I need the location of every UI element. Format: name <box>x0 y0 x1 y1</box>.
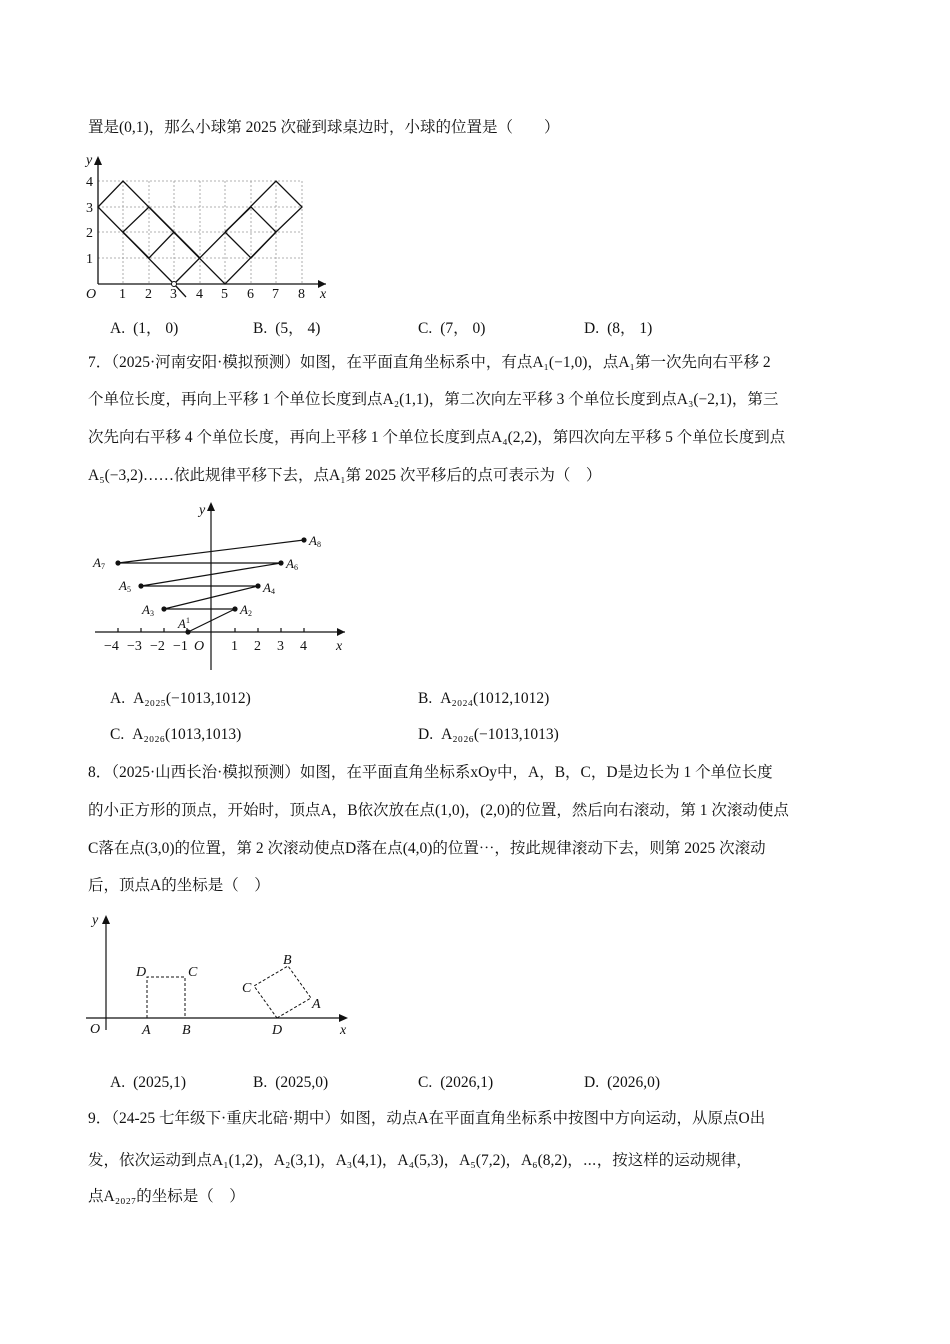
svg-text:B: B <box>182 1023 191 1038</box>
q7-option-d[interactable]: D. A₂₀₂₆(−1013,1013) <box>418 726 559 743</box>
svg-text:6: 6 <box>247 287 254 302</box>
q7-option-a[interactable]: A. A₂₀₂₅(−1013,1012) <box>110 690 251 707</box>
svg-text:−1: −1 <box>173 639 188 654</box>
q7-line-1: 7．（2025·河南安阳·模拟预测）如图，在平面直角坐标系中，有点A₁(−1,0)，点A₁第一次先向右平移 2 <box>88 354 771 371</box>
svg-text:4: 4 <box>86 175 93 190</box>
svg-text:3: 3 <box>170 287 177 302</box>
q7-option-b[interactable]: B. A₂₀₂₄(1012,1012) <box>418 690 550 707</box>
q7-line-4: A₅(−3,2)……依此规律平移下去，点A₁第 2025 次平移后的点可表示为（ ） <box>88 467 602 484</box>
svg-text:2: 2 <box>86 226 93 241</box>
q8-option-c[interactable]: C. (2026,1) <box>418 1074 494 1091</box>
q8-line-1: 8．（2025·山西长治·模拟预测）如图，在平面直角坐标系xOy中，A，B，C，D是边长为 1 个单位长度 <box>88 764 773 781</box>
svg-text:1: 1 <box>231 639 238 654</box>
q6-figure <box>86 152 336 302</box>
q8-option-b[interactable]: B. (2025,0) <box>253 1074 329 1091</box>
q6-option-d[interactable]: D. (8， 1) <box>584 320 653 337</box>
q8-figure <box>84 910 359 1038</box>
svg-text:3: 3 <box>277 639 284 654</box>
svg-text:x: x <box>320 287 327 302</box>
svg-text:−3: −3 <box>127 639 142 654</box>
svg-text:C: C <box>188 965 198 980</box>
q6-option-a[interactable]: A. (1， 0) <box>110 320 179 337</box>
svg-text:O: O <box>90 1022 101 1037</box>
q9-line-3: 点A₂₀₂₇的坐标是（ ） <box>88 1188 245 1205</box>
svg-text:5: 5 <box>221 287 228 302</box>
q6-stem: 置是(0,1)，那么小球第 2025 次碰到球桌边时，小球的位置是（ ） <box>88 119 560 136</box>
svg-text:A3: A3 <box>142 602 154 618</box>
svg-text:A5: A5 <box>119 578 131 594</box>
svg-text:A1: $A^1$ <box>178 616 190 631</box>
svg-text:x: x <box>340 1023 347 1038</box>
svg-text:O: O <box>86 287 97 302</box>
q9-line-2: 发，依次运动到点A₁(1,2)，A₂(3,1)，A₃(4,1)，A₄(5,3)，A₅(7,2)，A₆(8,2)，⋯，按这样的运动规律， <box>88 1152 752 1169</box>
svg-text:B: B <box>283 953 292 968</box>
svg-text:D: D <box>272 1023 283 1038</box>
svg-text:1: 1 <box>86 252 93 267</box>
svg-text:x: x <box>336 639 343 654</box>
svg-text:7: 7 <box>272 287 279 302</box>
svg-text:A4: A4 <box>263 580 275 596</box>
svg-text:−4: −4 <box>104 639 119 654</box>
svg-text:y: y <box>199 503 206 518</box>
svg-text:8: 8 <box>298 287 305 302</box>
q7-line-2: 个单位长度，再向上平移 1 个单位长度到点A₂(1,1)，第二次向左平移 3 个单位长度到点A₃(−2,1)，第三 <box>88 391 779 408</box>
svg-text:2: 2 <box>145 287 152 302</box>
svg-text:4: 4 <box>196 287 203 302</box>
q8-line-4: 后，顶点A的坐标是（ ） <box>88 877 270 894</box>
svg-text:3: 3 <box>86 201 93 216</box>
svg-text:O: O <box>194 639 205 654</box>
svg-text:C: C <box>242 981 252 996</box>
svg-text:−2: −2 <box>150 639 165 654</box>
svg-text:A2: A2 <box>240 602 252 618</box>
q7-figure <box>90 498 355 673</box>
q6-option-b[interactable]: B. (5， 4) <box>253 320 321 337</box>
svg-text:A6: A6 <box>286 556 298 572</box>
svg-text:1: 1 <box>119 287 126 302</box>
svg-text:A: A <box>142 1023 151 1038</box>
svg-text:A7: A7 <box>93 555 105 571</box>
q8-line-2: 的小正方形的顶点，开始时，顶点A，B依次放在点(1,0)，(2,0)的位置，然后向右滚动，第 1 次滚动使点 <box>88 802 789 819</box>
q7-line-3: 次先向右平移 4 个单位长度，再向上平移 1 个单位长度到点A₄(2,2)，第四次向左平移 5 个单位长度到点 <box>88 429 786 446</box>
q8-option-d[interactable]: D. (2026,0) <box>584 1074 661 1091</box>
q8-line-3: C落在点(3,0)的位置，第 2 次滚动使点D落在点(4,0)的位置⋯，按此规律滚动下去，则第 2025 次滚动 <box>88 840 766 857</box>
q7-option-c[interactable]: C. A₂₀₂₆(1013,1013) <box>110 726 242 743</box>
svg-text:A: A <box>312 997 321 1012</box>
q6-option-c[interactable]: C. (7， 0) <box>418 320 486 337</box>
svg-text:2: 2 <box>254 639 261 654</box>
svg-text:y: y <box>86 153 93 168</box>
svg-text:A8: A8 <box>309 533 321 549</box>
svg-text:4: 4 <box>300 639 307 654</box>
q8-option-a[interactable]: A. (2025,1) <box>110 1074 187 1091</box>
svg-text:y: y <box>92 913 99 928</box>
q9-line-1: 9．（24-25 七年级下·重庆北碚·期中）如图，动点A在平面直角坐标系中按图中方向运动，从原点O出 <box>88 1110 766 1127</box>
svg-text:D: D <box>136 965 147 980</box>
